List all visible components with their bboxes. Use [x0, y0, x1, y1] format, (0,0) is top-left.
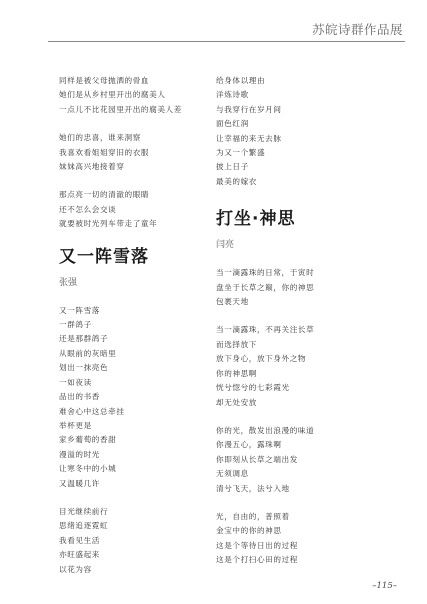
- poem-line: 洋炼诗歌: [216, 90, 249, 100]
- stanza: [59, 131, 237, 174]
- poem-line: 又温暖几许: [59, 478, 100, 488]
- poem-line: 举杯更是: [59, 420, 92, 430]
- right-column: [216, 74, 406, 582]
- poem-line: 那点亮一切的清澈的眼睛: [59, 190, 150, 200]
- poem-line: 恍兮惚兮的七彩霞光: [216, 383, 290, 393]
- poem-line: 我看见生活: [59, 535, 100, 545]
- stanza: [59, 505, 237, 577]
- poem-line: 却无处安放: [216, 397, 257, 407]
- poem-line: 光，自由的，普照着: [216, 511, 290, 521]
- poem-line: 漫溢的时光: [59, 449, 100, 459]
- poem-line: 妹妹高兴地接着穿: [59, 162, 125, 172]
- stanza: [216, 266, 406, 309]
- poem-line: 品出的书香: [59, 392, 100, 402]
- poem-line: 让寒冬中的小城: [59, 464, 117, 474]
- poem-line: 给身体以理由: [216, 76, 266, 85]
- poem-line: 一如夜读: [59, 377, 92, 387]
- poem-line: 你即刻从长草之端出发: [216, 454, 298, 464]
- poem-line: 就要被时光列车带走了童年: [59, 219, 158, 229]
- poem-author: 闫亮: [216, 240, 235, 251]
- poem-line: 我喜欢看姐姐穿旧的衣服: [59, 147, 150, 157]
- poem-line: 同样是被父母抛洒的骨血: [59, 76, 150, 85]
- poem-line: 为又一个繁盛: [216, 148, 266, 158]
- poem-line: 金宝中的你的神思: [216, 526, 282, 536]
- left-column: [59, 74, 237, 591]
- poem-line: 难舍心中这总牵挂: [59, 406, 125, 416]
- poem-line: 又一阵雪落: [59, 305, 100, 315]
- poem-line: 最美的嫁衣: [216, 176, 257, 186]
- poem-line: 还不怎么会交谈: [59, 204, 117, 214]
- poem-line: 目光继续前行: [59, 506, 109, 516]
- poem-line: 当一滴露珠，不再关注长草: [216, 325, 315, 335]
- poem-line: 一点儿不比花园里开出的腐美人差: [59, 104, 182, 114]
- stanza: [59, 304, 237, 491]
- poem-line: 从眼前的灰暗里: [59, 348, 117, 358]
- poem-line: 让幸福的来无去脉: [216, 133, 282, 143]
- publication-title: 苏皖诗群作品展: [311, 22, 403, 37]
- stanza: [59, 74, 237, 117]
- poem-line: 你的光，散发出浪漫的味道: [216, 425, 315, 435]
- poem-line: 你的神思啊: [216, 368, 257, 378]
- poem-line: 还是那群鸽子: [59, 334, 109, 344]
- poem-line: 清兮飞天，法兮入地: [216, 483, 290, 493]
- poem-line: 以花为容: [59, 564, 92, 574]
- stanza: [216, 424, 406, 496]
- poem-line: 她们是从乡村里开出的腐美人: [59, 90, 166, 100]
- poem-line: 家乡葡萄的香甜: [59, 435, 117, 445]
- poem-line: 当一滴露珠的日常，于寅时: [216, 268, 315, 278]
- poem-author: 张强: [59, 277, 78, 288]
- poem-heading: [59, 246, 237, 290]
- stanza: [216, 74, 406, 189]
- poem-line: 这是个等待日出的过程: [216, 540, 298, 550]
- poem-line: 面色红润: [216, 119, 249, 129]
- poem-heading: [216, 208, 406, 252]
- poem-line: 而选择放下: [216, 339, 257, 349]
- stanza: [216, 510, 406, 568]
- poem-line: 你漫五心，露珠啊: [216, 440, 282, 450]
- poem-line: 划出一抹亮色: [59, 363, 109, 373]
- stanza: [216, 323, 406, 409]
- poem-line: 一群鸽子: [59, 320, 92, 330]
- poem-line: 这是个打扫心田的过程: [216, 555, 298, 565]
- stanza: [59, 188, 237, 231]
- poem-line: 盘坐于长草之巅，你的神思: [216, 282, 315, 292]
- header-divider: [48, 41, 405, 42]
- poem-line: 与我穿行在岁月间: [216, 104, 282, 114]
- poem-line: 她们的忠喜，谁来洞察: [59, 133, 141, 143]
- poem-title: 又一阵雪落: [59, 246, 149, 267]
- poem-line: 亦旺盛起来: [59, 550, 100, 560]
- page-number: –115–: [372, 581, 397, 591]
- poem-line: 披上日子: [216, 162, 249, 172]
- poem-line: 思绪追逐霓虹: [59, 521, 109, 531]
- poem-line: 放下身心，放下身外之物: [216, 354, 307, 364]
- poem-title: 打坐·神思: [216, 209, 296, 230]
- poem-line: 包裹天地: [216, 297, 249, 307]
- poem-line: 无须调息: [216, 469, 249, 479]
